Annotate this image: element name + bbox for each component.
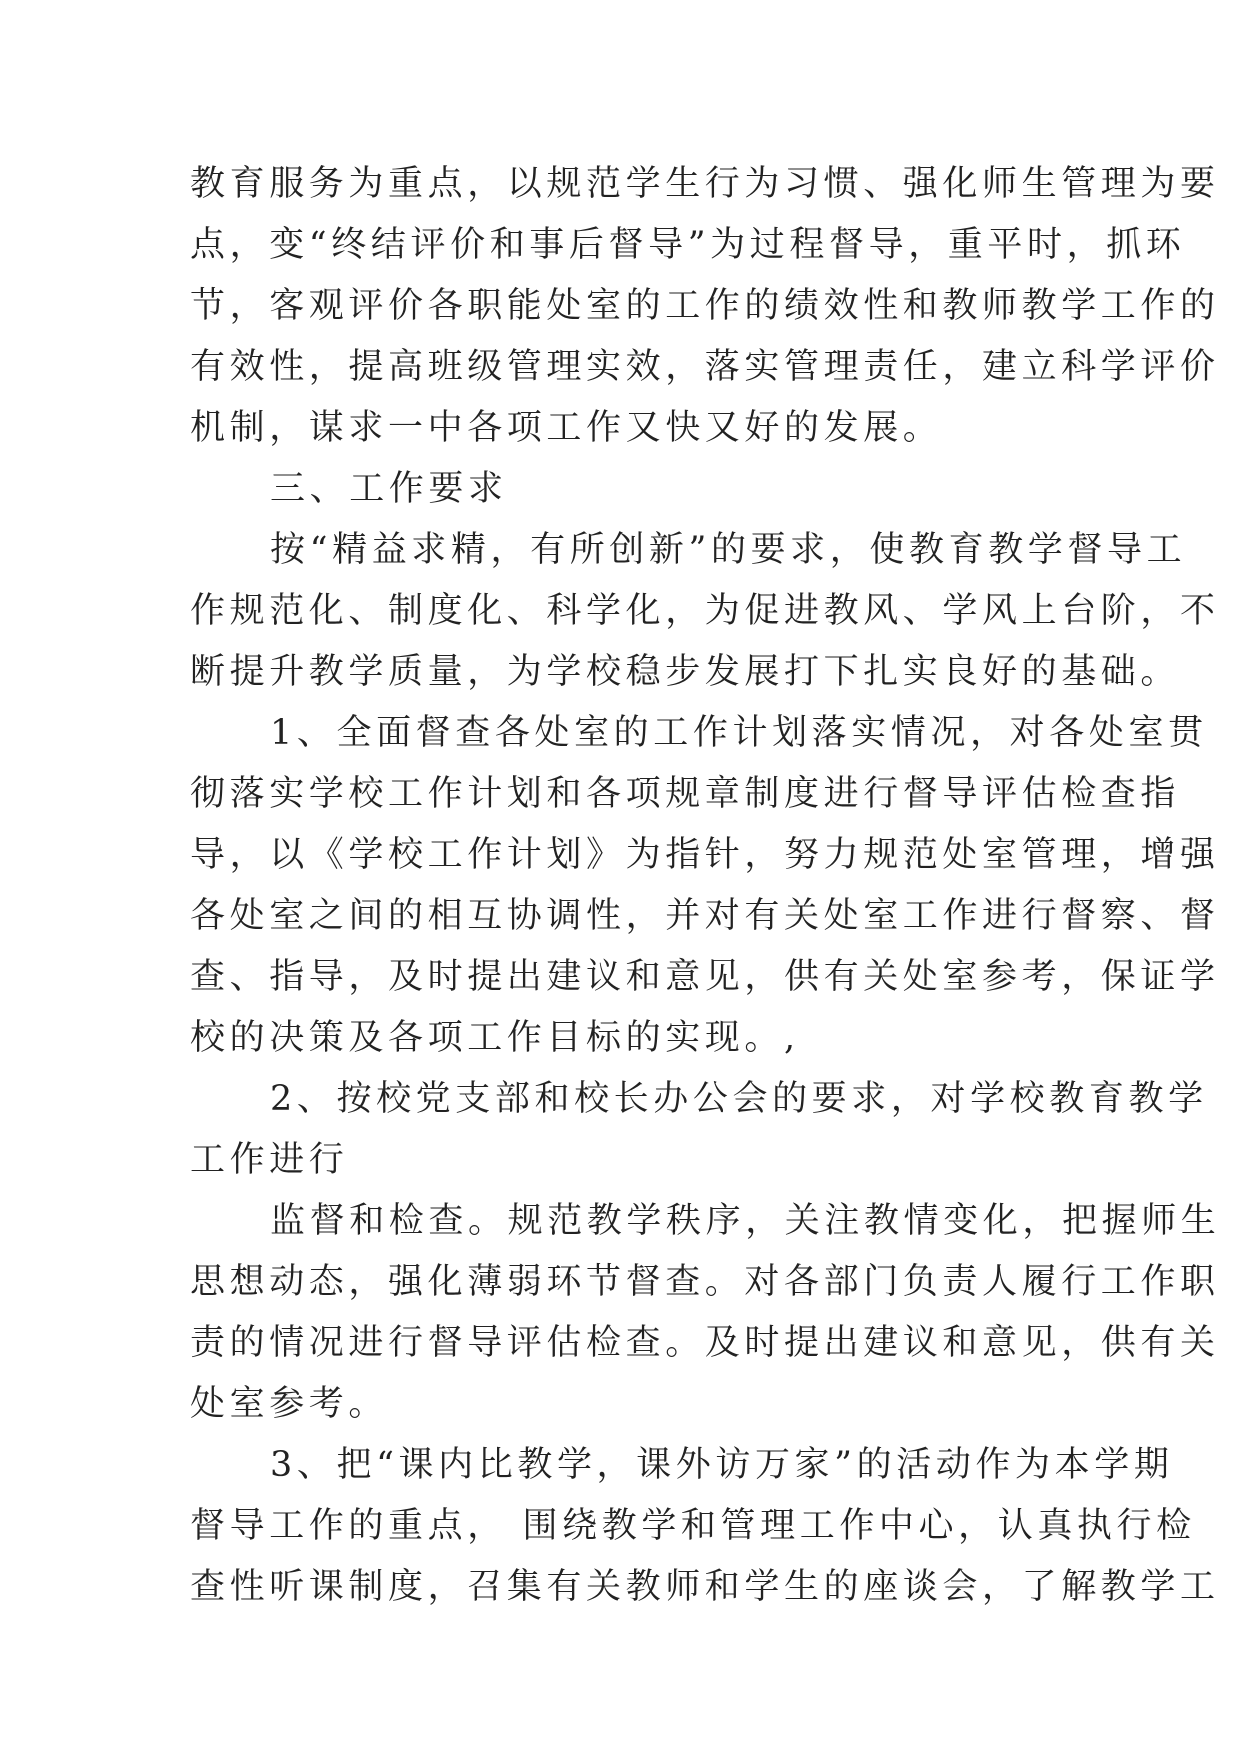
- text-line: 查性听课制度，召集有关教师和学生的座谈会，了解教学工: [190, 1567, 1220, 1607]
- text-line: 处室参考。: [190, 1384, 389, 1424]
- text-line: 作规范化、制度化、科学化，为促进教风、学风上台阶，不: [190, 591, 1220, 631]
- text-line: 教育服务为重点，以规范学生行为习惯、强化师生管理为要: [190, 164, 1220, 204]
- text-line: 有效性，提高班级管理实效，落实管理责任，建立科学评价: [190, 347, 1220, 387]
- text-line: 机制，谋求一中各项工作又快又好的发展。: [190, 408, 943, 448]
- text-line: 工作进行: [190, 1140, 349, 1180]
- text-line: 按“精益求精，有所创新”的要求，使教育教学督导工: [270, 530, 1187, 570]
- text-line: 点，变“终结评价和事后督导”为过程督导，重平时，抓环: [190, 225, 1186, 265]
- text-line: 思想动态，强化薄弱环节督查。对各部门负责人履行工作职: [190, 1262, 1220, 1302]
- text-line: 断提升教学质量，为学校稳步发展打下扎实良好的基础。: [190, 652, 1181, 692]
- text-line: 3、把“课内比教学，课外访万家”的活动作为本学期: [270, 1445, 1174, 1485]
- document-body: [190, 154, 1221, 1618]
- text-line: 校的决策及各项工作目标的实现。,: [190, 1018, 800, 1058]
- text-line: 节，客观评价各职能处室的工作的绩效性和教师教学工作的: [190, 286, 1220, 326]
- text-line: 导，以《学校工作计划》为指针，努力规范处室管理，增强: [190, 835, 1220, 875]
- text-line: 督导工作的重点， 围绕教学和管理工作中心，认真执行检: [190, 1506, 1196, 1546]
- section-heading: 三、工作要求: [270, 469, 508, 509]
- text-line: 查、指导，及时提出建议和意见，供有关处室参考，保证学: [190, 957, 1220, 997]
- text-line: 彻落实学校工作计划和各项规章制度进行督导评估检查指: [190, 774, 1181, 814]
- text-line: 2、按校党支部和校长办公会的要求，对学校教育教学: [270, 1079, 1208, 1119]
- text-line: 1、全面督查各处室的工作计划落实情况，对各处室贯: [270, 713, 1208, 753]
- text-line: 责的情况进行督导评估检查。及时提出建议和意见，供有关: [190, 1323, 1220, 1363]
- text-line: 各处室之间的相互协调性，并对有关处室工作进行督察、督: [190, 896, 1220, 936]
- text-line: 监督和检查。规范教学秩序，关注教情变化，把握师生: [270, 1201, 1221, 1241]
